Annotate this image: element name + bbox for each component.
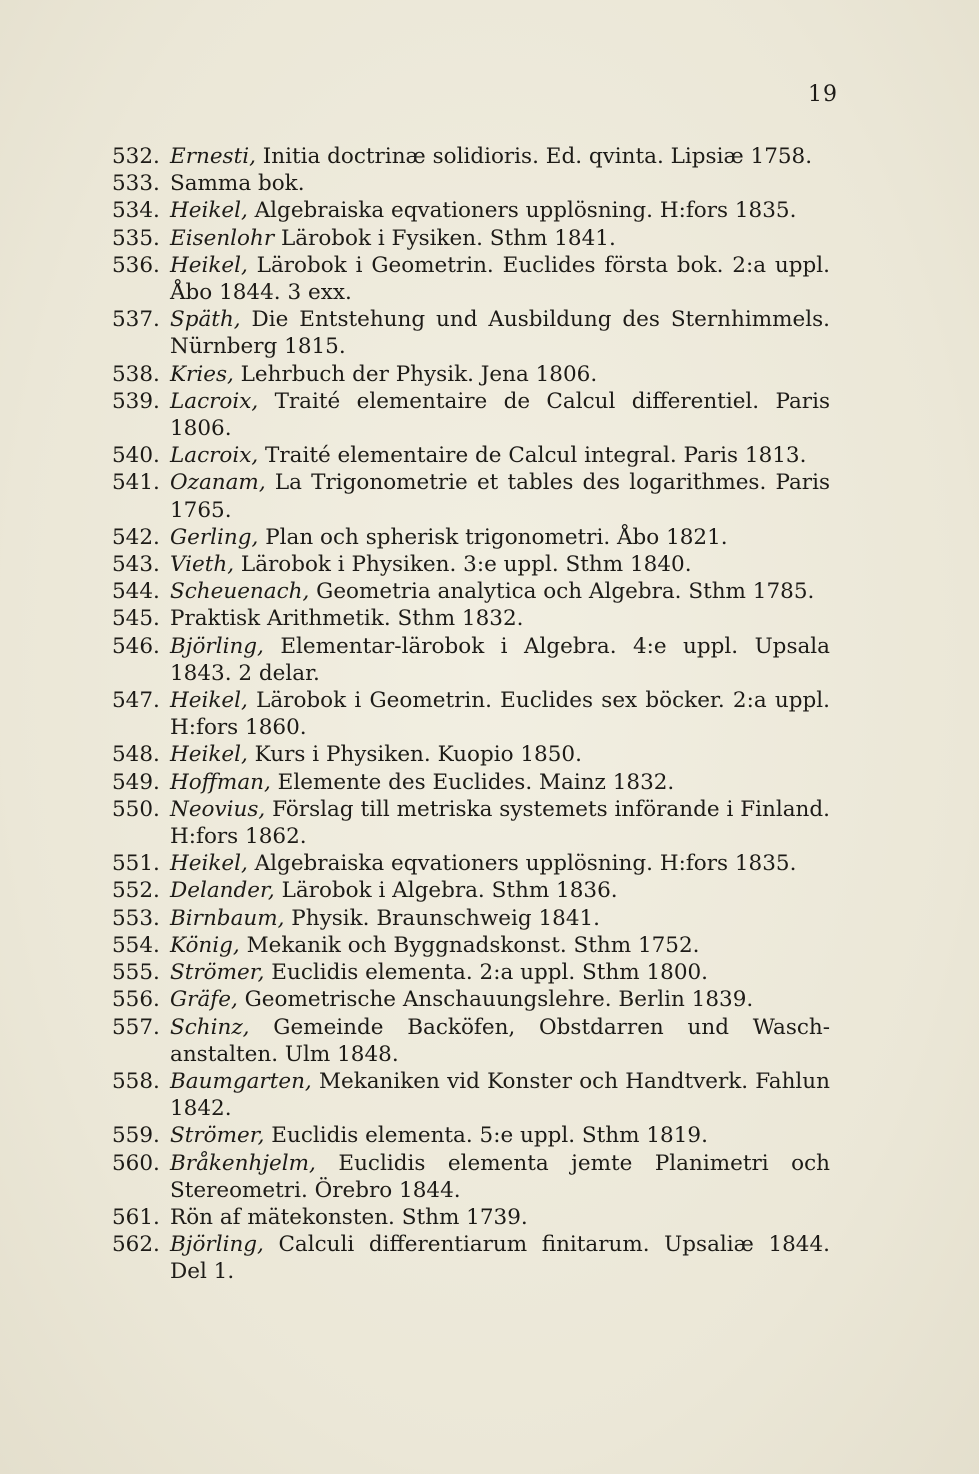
entry-author: Lacroix, (170, 443, 259, 469)
catalog-entry (112, 361, 830, 388)
entry-author: Lacroix, (170, 388, 259, 414)
entry-title: Mekaniken vid Konster och Handtverk. Fahlun 1842. (170, 1068, 830, 1122)
entry-number: 535. (112, 225, 160, 251)
entry-title: Physik. Braunschweig 1841. (284, 905, 601, 931)
entry-author: Baumgarten, (170, 1068, 312, 1094)
entry-title: Euclidis elementa. 2:a uppl. Sthm 1800. (264, 960, 709, 986)
catalog-entry (112, 905, 830, 932)
catalog-entry (112, 143, 830, 170)
catalog-entry (112, 687, 830, 741)
entry-author: Vieth, (170, 552, 235, 578)
entry-number: 534. (112, 198, 160, 224)
entry-number: 562. (112, 1232, 160, 1258)
entry-title: Samma bok. (170, 171, 305, 197)
entry-author: Kries, (170, 361, 234, 387)
catalog-entry (112, 769, 830, 796)
catalog-entry (112, 605, 830, 632)
entry-title: Lärobok i Geometrin. Euclides sex böcker. 2:a uppl. H:fors 1860. (170, 688, 830, 741)
entry-author: Heikel, (170, 198, 248, 224)
entry-title: Förslag till metriska systemets införande i Finland. H:fors 1862. (170, 796, 830, 850)
entry-author: Strömer, (170, 1123, 265, 1149)
entry-title: Mekanik och Byggnadskonst. Sthm 1752. (239, 932, 700, 958)
entry-number: 550. (112, 796, 160, 822)
entry-number: 549. (112, 769, 160, 795)
entry-number: 556. (112, 987, 160, 1013)
entry-author: Delander, (170, 878, 275, 904)
entry-title: Rön af mätekonsten. Sthm 1739. (170, 1204, 528, 1230)
entry-author: Späth, (170, 307, 241, 333)
entry-number: 551. (112, 851, 160, 877)
entry-author: Gräfe, (170, 987, 238, 1013)
entry-title: Algebraiska eqvationers upplösning. H:fors 1835. (247, 198, 797, 224)
entry-title: Euclidis elementa jemte Planimetri och Stereometri. Örebro 1844. (170, 1150, 830, 1203)
entry-title: Die Entstehung und Ausbildung des Sternhimmels. Nürnberg 1815. (170, 307, 830, 360)
entry-title: Lärobok i Fysiken. Sthm 1841. (274, 225, 616, 251)
entry-title: Kurs i Physiken. Kuopio 1850. (247, 742, 582, 768)
entry-title: Traité elementaire de Calcul integral. Paris 1813. (258, 443, 807, 469)
catalog-entry (112, 524, 830, 551)
entry-number: 557. (112, 1014, 160, 1040)
entry-title: Plan och spherisk trigonometri. Åbo 1821. (258, 524, 728, 550)
entry-author: Hoffman, (170, 769, 271, 795)
entry-number: 537. (112, 307, 160, 333)
catalog-entry (112, 306, 830, 360)
entry-number: 539. (112, 388, 160, 414)
entry-title: Geometria analytica och Algebra. Sthm 1785. (309, 579, 815, 605)
entry-number: 544. (112, 579, 160, 605)
catalog-entry (112, 1204, 830, 1231)
entry-author: Ozanam, (170, 470, 266, 496)
entry-number: 542. (112, 524, 160, 550)
catalog-entry (112, 170, 830, 197)
catalog-entry (112, 551, 830, 578)
entry-author: Ernesti, (170, 144, 256, 169)
entry-number: 560. (112, 1150, 160, 1176)
catalog-entry (112, 877, 830, 904)
entry-number: 541. (112, 470, 160, 496)
entry-number: 545. (112, 606, 160, 632)
catalog-entry (112, 932, 830, 959)
entry-number: 536. (112, 252, 160, 278)
entry-number: 559. (112, 1123, 160, 1149)
entry-author: Scheuenach, (170, 579, 310, 605)
entry-title: Algebraiska eqvationers upplösning. H:fors 1835. (247, 851, 797, 877)
entry-number: 533. (112, 171, 160, 197)
entry-title: Initia doctrinæ solidioris. Ed. qvinta. Lipsiæ 1758. (255, 144, 813, 169)
catalog-entry (112, 578, 830, 605)
catalog-entry (112, 442, 830, 469)
entry-author: Heikel, (170, 252, 248, 278)
entry-title: Traité elementaire de Calcul differentiel. Paris 1806. (170, 388, 830, 442)
entry-title: Praktisk Arithmetik. Sthm 1832. (170, 606, 524, 632)
entry-author: Eisenlohr (170, 225, 275, 251)
entry-number: 532. (112, 144, 160, 169)
catalog-entry (112, 1150, 830, 1204)
entry-title: Elementar-lärobok i Algebra. 4:e uppl. Upsala 1843. 2 delar. (170, 633, 830, 686)
entry-author: Neovius, (170, 796, 266, 822)
catalog-entry (112, 252, 830, 306)
entry-title: Lärobok i Geometrin. Euclides första bok. 2:a uppl. Åbo 1844. 3 exx. (170, 252, 830, 306)
catalog-entry (112, 1231, 830, 1285)
entry-number: 546. (112, 633, 160, 659)
entry-author: Björling, (170, 1232, 264, 1258)
entry-author: Heikel, (170, 688, 248, 714)
entry-title: Euclidis elementa. 5:e uppl. Sthm 1819. (264, 1123, 708, 1149)
catalog-entry (112, 469, 830, 523)
page-number: 19 (808, 82, 838, 107)
catalog-entry-list (112, 143, 830, 1286)
entry-title: Gemeinde Backöfen, Obstdarren und Wasch-anstalten. Ulm 1848. (170, 1014, 830, 1067)
entry-author: Björling, (170, 633, 264, 659)
entry-author: König, (170, 932, 240, 958)
catalog-entry (112, 1122, 830, 1149)
entry-number: 543. (112, 552, 160, 578)
entry-author: Bråkenhjelm, (170, 1150, 316, 1176)
catalog-entry (112, 1068, 830, 1122)
entry-number: 558. (112, 1068, 160, 1094)
entry-author: Birnbaum, (170, 905, 285, 931)
catalog-entry (112, 986, 830, 1013)
entry-number: 552. (112, 878, 160, 904)
catalog-entry (112, 633, 830, 687)
entry-title: Lehrbuch der Physik. Jena 1806. (233, 361, 598, 387)
entry-title: Elemente des Euclides. Mainz 1832. (270, 769, 675, 795)
entry-author: Strömer, (170, 960, 265, 986)
entry-number: 554. (112, 932, 160, 958)
entry-number: 538. (112, 361, 160, 387)
entry-number: 553. (112, 905, 160, 931)
entry-title: Lärobok i Physiken. 3:e uppl. Sthm 1840. (234, 552, 692, 578)
entry-number: 555. (112, 960, 160, 986)
catalog-entry (112, 850, 830, 877)
catalog-entry (112, 388, 830, 442)
entry-author: Gerling, (170, 524, 259, 550)
catalog-entry (112, 959, 830, 986)
catalog-entry (112, 796, 830, 850)
entry-title: Geometrische Anschauungslehre. Berlin 1839. (237, 987, 754, 1013)
entry-author: Heikel, (170, 742, 248, 768)
entry-title: La Trigonometrie et tables des logarithmes. Paris 1765. (170, 470, 830, 523)
entry-number: 547. (112, 688, 160, 714)
catalog-entry (112, 197, 830, 224)
entry-title: Calculi differentiarum finitarum. Upsaliæ 1844. Del 1. (170, 1232, 830, 1285)
catalog-entry (112, 1014, 830, 1068)
entry-number: 540. (112, 443, 160, 469)
catalog-entry (112, 741, 830, 768)
catalog-entry (112, 225, 830, 252)
entry-author: Heikel, (170, 851, 248, 877)
entry-title: Lärobok i Algebra. Sthm 1836. (274, 878, 618, 904)
entry-author: Schinz, (170, 1014, 250, 1040)
entry-number: 561. (112, 1204, 160, 1230)
entry-number: 548. (112, 742, 160, 768)
